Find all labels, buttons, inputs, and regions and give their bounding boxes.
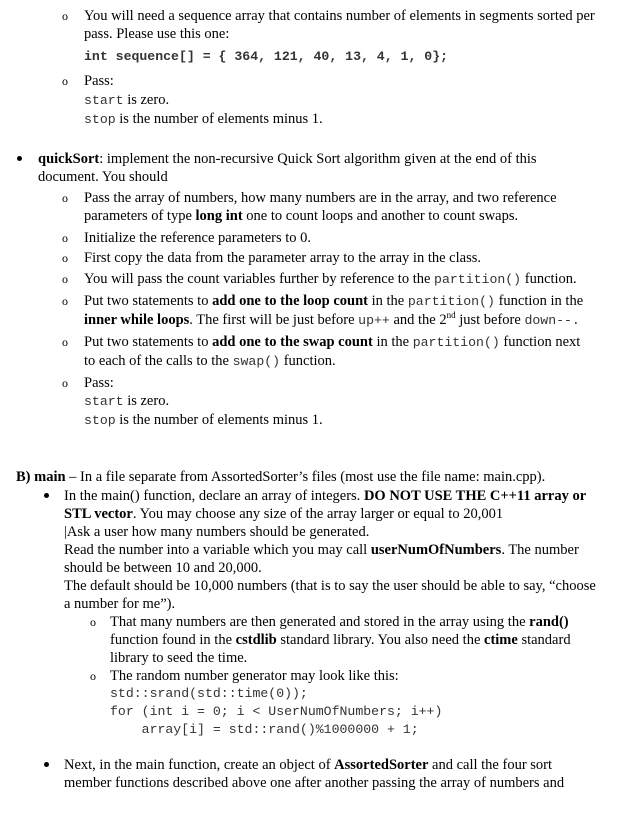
main-paragraph: should be between 10 and 20,000. (64, 560, 262, 576)
sequence-text-line: pass. Please use this one: (84, 26, 230, 42)
sub-bullet-icon: o (62, 231, 68, 245)
list-item: Pass the array of numbers, how many numbers are in the array, and two reference (84, 190, 557, 206)
sub-bullet-icon: o (62, 251, 68, 265)
code-line: for (int i = 0; i < UserNumOfNumbers; i++) (110, 704, 443, 719)
list-item: Initialize the reference parameters to 0. (84, 230, 312, 246)
code-line: std::srand(std::time(0)); (110, 686, 308, 701)
list-item: Put two statements to add one to the loop count in the partition() function in the (84, 293, 584, 309)
main-paragraph: STL vector. You may choose any size of the array larger or equal to 20,001 (64, 506, 504, 522)
sub-bullet-icon: o (62, 294, 68, 308)
main-heading: B) main – In a file separate from AssortedSorter’s files (most use the file name: main.cpp). (16, 469, 546, 485)
main-paragraph: a number for me”). (64, 596, 176, 612)
bullet-icon (44, 762, 49, 767)
sub-bullet-icon: o (62, 191, 68, 205)
list-item: to each of the calls to the swap() function. (84, 353, 336, 369)
main-paragraph: Read the number into a variable which you may call userNumOfNumbers. The number (64, 542, 579, 558)
sub-item-text: function found in the cstdlib standard library. You also need the ctime standard (110, 632, 571, 648)
main-paragraph: |Ask a user how many numbers should be generated. (64, 524, 370, 540)
stop-line: stop is the number of elements minus 1. (84, 412, 323, 428)
sub-bullet-icon: o (90, 669, 96, 683)
main-paragraph: The default should be 10,000 numbers (that is to say the user should be able to say, “choose (64, 578, 596, 594)
bullet-icon (44, 493, 49, 498)
list-item: You will pass the count variables further by reference to the partition() function. (84, 271, 577, 287)
sub-bullet-icon: o (62, 335, 68, 349)
list-item: Put two statements to add one to the swap count in the partition() function next (84, 334, 581, 350)
sub-bullet-icon: o (90, 615, 96, 629)
main-paragraph: Next, in the main function, create an object of AssortedSorter and call the four sort (64, 757, 553, 773)
main-paragraph: In the main() function, declare an array of integers. DO NOT USE THE C++11 array or (64, 488, 587, 504)
start-line: start is zero. (84, 92, 170, 108)
sub-bullet-icon: o (62, 376, 68, 390)
list-item: parameters of type long int one to count loops and another to count swaps. (84, 208, 519, 224)
code-line: array[i] = std::rand()%1000000 + 1; (110, 722, 419, 737)
sub-bullet-icon: o (62, 9, 68, 23)
bullet-icon (17, 156, 22, 161)
main-paragraph: member functions described above one after another passing the array of numbers and (64, 775, 565, 791)
sub-item-text: That many numbers are then generated and stored in the array using the rand() (110, 614, 569, 630)
sequence-code: int sequence[] = { 364, 121, 40, 13, 4, 1, 0}; (84, 49, 449, 64)
sequence-text-line: You will need a sequence array that contains number of elements in segments sorted per (84, 8, 595, 24)
list-item: First copy the data from the parameter array to the array in the class. (84, 250, 481, 266)
sub-bullet-icon: o (62, 272, 68, 286)
sub-bullet-icon: o (62, 74, 68, 88)
stop-line: stop is the number of elements minus 1. (84, 111, 323, 127)
quicksort-desc: quickSort: implement the non-recursive Quick Sort algorithm given at the end of this (38, 151, 537, 167)
sub-item-text: library to seed the time. (110, 650, 248, 666)
pass-label: Pass: (84, 73, 114, 89)
quicksort-desc: document. You should (38, 169, 168, 185)
pass-label: Pass: (84, 375, 114, 391)
list-item: inner while loops. The first will be just before up++ and the 2nd just before down--. (84, 310, 580, 328)
sub-item-text: The random number generator may look like this: (110, 668, 399, 684)
start-line: start is zero. (84, 393, 170, 409)
